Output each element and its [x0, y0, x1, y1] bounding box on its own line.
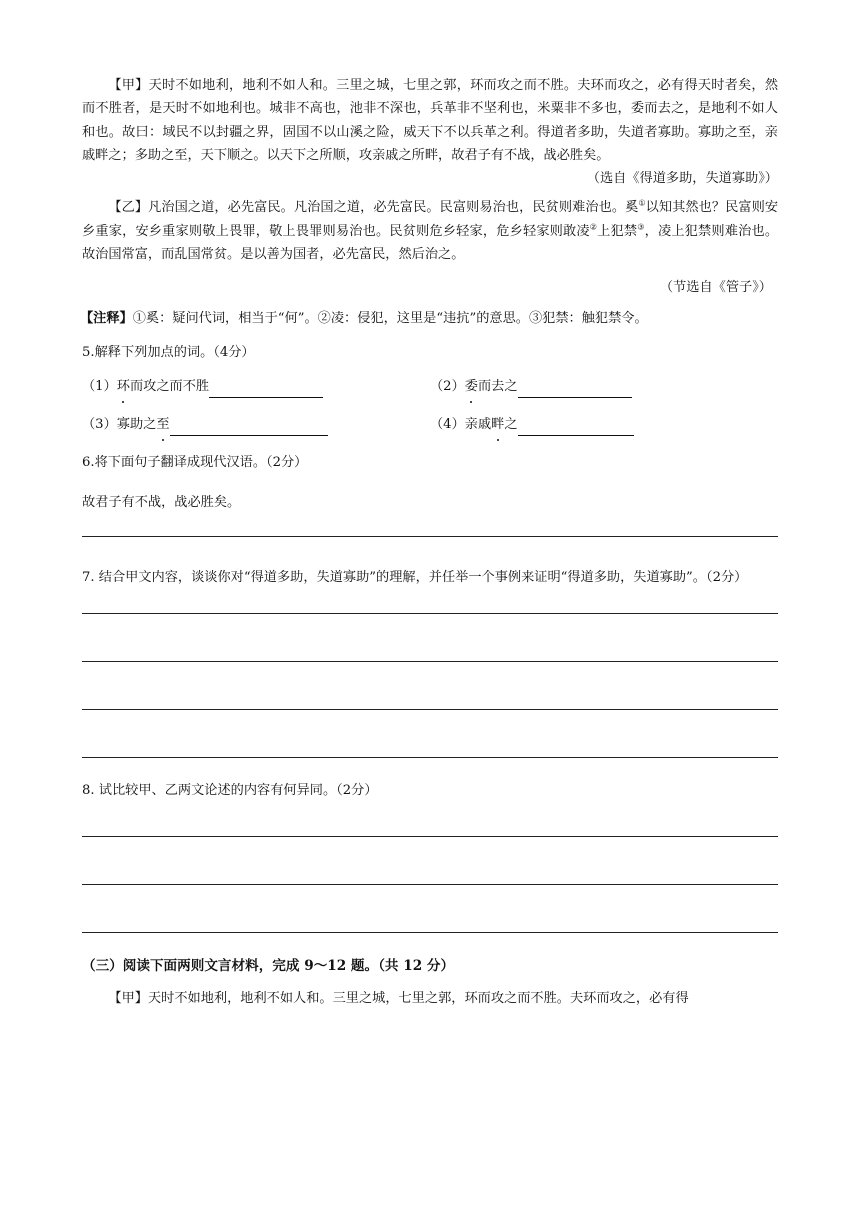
- passage-yi: [82, 196, 778, 266]
- question-5-item-3: [82, 414, 430, 436]
- section-3-title: （三）阅读下面两则文言材料，完成 9～12 题。（共 12 分）: [82, 957, 455, 974]
- passage-yi-text: ，凌上犯禁则难治也。故治国常富，而乱国常贫。是以善为国者，必先富民，然后治之。: [82, 223, 779, 263]
- question-5-row-1: [82, 376, 778, 398]
- exam-page: [82, 74, 778, 1010]
- item-text: 亲戚: [464, 416, 492, 432]
- dotted-word: 至: [156, 414, 169, 436]
- question-5-prompt: 5.解释下列加点的词。（4分）: [82, 344, 255, 360]
- item-text: 寡助之: [116, 416, 157, 432]
- question-5-item-2: [430, 376, 778, 398]
- passage-jia: [82, 74, 778, 167]
- answer-blank[interactable]: [518, 419, 634, 436]
- passage-jia-repeat: [82, 987, 778, 1010]
- item-number: （2）: [430, 378, 465, 394]
- dotted-word: 委: [465, 376, 478, 398]
- item-text: 而去之: [477, 378, 518, 394]
- dotted-word: 环: [117, 376, 130, 398]
- answer-blank[interactable]: [518, 381, 632, 398]
- item-text: 之: [504, 416, 518, 432]
- question-5-item-1: [82, 376, 430, 398]
- passage-yi-label: 【乙】: [108, 200, 149, 216]
- item-text: 而攻之而不胜: [129, 378, 210, 394]
- item-number: （4）: [430, 416, 465, 432]
- passage-jia-label: 【甲】: [108, 990, 148, 1006]
- question-5-row-2: [82, 414, 778, 436]
- passage-jia-label: 【甲】: [108, 78, 149, 93]
- item-number: （3）: [82, 416, 117, 432]
- question-6-prompt: 6.将下面句子翻译成现代汉语。（2分）: [82, 454, 308, 470]
- passage-yi-text: 上犯禁: [597, 223, 638, 239]
- answer-blank[interactable]: [170, 419, 328, 436]
- footnote-ref-3: ③: [637, 222, 645, 232]
- question-7-prompt: 7. 结合甲文内容，谈谈你对“得道多助，失道寡助”的理解，并任举一个事例来证明“得道多助，失道寡助”。（2分）: [82, 569, 748, 585]
- passage-yi-text: 凡治国之道，必先富民。凡治国之道，必先富民。民富则易治也，民贫则难治也。奚: [148, 200, 639, 216]
- passage-yi-text: 以知其然也？民富则安乡重家，安乡重家则敬上畏罪，敬上畏罪则易治也。民贫则危乡轻家，危乡轻家则敢凌: [82, 200, 779, 239]
- item-number: （1）: [82, 378, 117, 394]
- annotations-text: ①奚：疑问代词，相当于“何”。②凌：侵犯，这里是“违抗”的意思。③犯禁：触犯禁令。: [132, 310, 648, 326]
- footnote-ref-1: ①: [638, 199, 646, 209]
- dotted-word: 畔: [491, 414, 504, 436]
- annotations-label: 【注释】: [80, 310, 133, 326]
- passage-jia-source: （选自《得道多助，失道寡助》）: [586, 171, 778, 187]
- question-6-sentence: 故君子有不战，战必胜矣。: [82, 494, 241, 510]
- footnote-ref-2: ②: [589, 222, 598, 232]
- annotations: [80, 308, 778, 330]
- question-5-item-4: [430, 414, 778, 436]
- question-8-prompt: 8. 试比较甲、乙两文论述的内容有何异同。（2分）: [82, 782, 378, 798]
- passage-yi-source: （节选自《管子》）: [659, 280, 772, 296]
- passage-jia-text: 天时不如地利，地利不如人和。三里之城，七里之郭，环而攻之而不胜。夫环而攻之，必有得: [147, 990, 689, 1006]
- answer-blank[interactable]: [209, 381, 323, 398]
- passage-jia-text: 天时不如地利，地利不如人和。三里之城，七里之郭，环而攻之而不胜。夫环而攻之，必有得天时者矣，然而不胜者，是天时不如地利也。城非不高也，池非不深也，兵革非不坚利也，米粟非不多也，委而去之，是地利不如人和也。故曰：域民不以封疆之界，固国不以山溪之险，威天下不以兵革之利。得道者多助，失道者寡助。寡助之至，亲戚畔之；多助之至，天下顺之。以天下之所顺，攻亲戚之所畔，故君子有不战，战必胜矣。: [82, 78, 779, 163]
